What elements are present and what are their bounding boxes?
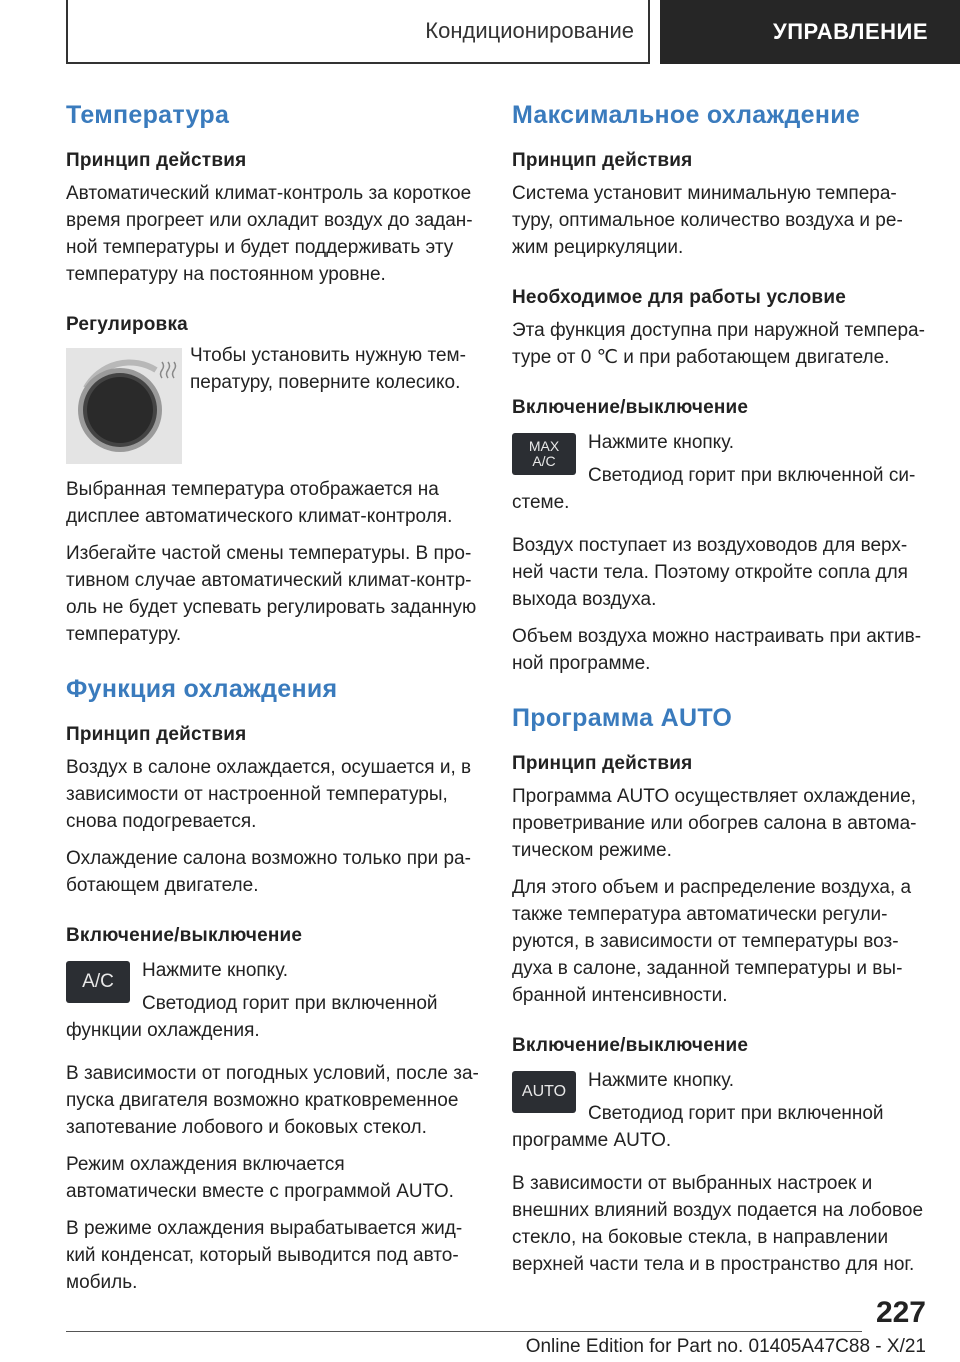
paragraph: Нажмите кнопку. xyxy=(588,432,735,453)
paragraph: Светодиод горит при включенной программе AUTO. xyxy=(512,1103,884,1151)
paragraph: Автоматический климат-контроль за короткое время прогреет или охладит воздух до заданной температуры и будет поддерживать эту температуру на постоянном уровне. xyxy=(66,183,473,285)
subheading-principle: Принцип действия xyxy=(512,753,693,774)
section-title: Кондиционирование xyxy=(425,18,634,43)
paragraph: Чтобы установить нужную температуру, поверните колесико. xyxy=(190,345,466,393)
edition-text: Online Edition for Part no. 01405A47C88 - X/21 xyxy=(525,1336,926,1357)
subheading-on-off: Включение/выключение xyxy=(512,1035,749,1056)
subheading-principle: Принцип действия xyxy=(512,150,693,171)
heading-auto-program: Программа AUTO xyxy=(512,704,733,732)
paragraph: Светодиод горит при включенной функции охлаждения. xyxy=(66,993,438,1041)
paragraph: Светодиод горит при включенной системе. xyxy=(512,465,916,513)
auto-button-image xyxy=(512,1071,576,1113)
max-ac-button-line1: MAX xyxy=(528,438,560,454)
chapter-title: УПРАВЛЕНИЕ xyxy=(773,19,928,44)
left-column xyxy=(66,98,480,1306)
ac-button-label: A/C xyxy=(82,971,114,992)
footer xyxy=(526,1336,926,1358)
heading-max-cooling: Максимальное охлаждение xyxy=(512,101,861,129)
header-section-title xyxy=(66,0,650,64)
paragraph: В режиме охлаждения вырабатывается жидкий конденсат, который выводится под автомобиль. xyxy=(66,1218,463,1293)
paragraph: Объем воздуха можно настраивать при активной программе. xyxy=(512,626,922,674)
subheading-on-off: Включение/выключение xyxy=(512,397,749,418)
knob-icon xyxy=(66,348,182,464)
footer-divider xyxy=(66,1331,862,1332)
max-ac-button-line2: A/C xyxy=(532,453,556,469)
paragraph: Программа AUTO осуществляет охлаждение, проветривание или обогрев салона в автоматическом режиме. xyxy=(512,786,917,861)
paragraph: Для этого объем и распределение воздуха, а также температура автоматически регулируются, в зависимости от температуры воздуха в салоне, заданной температуры и выбранной интенсивности. xyxy=(512,877,912,1006)
paragraph: Режим охлаждения включается автоматически вместе с программой AUTO. xyxy=(66,1154,454,1202)
paragraph: Охлаждение салона возможно только при работающем двигателе. xyxy=(66,848,471,896)
paragraph: Система установит минимальную температуру, оптимальное количество воздуха и режим рециркуляции. xyxy=(512,183,903,258)
paragraph: Воздух поступает из воздуховодов для верхней части тела. Поэтому откройте сопла для выхода воздуха. xyxy=(512,535,908,610)
heading-cooling-function: Функция охлаждения xyxy=(66,675,338,703)
paragraph: Эта функция доступна при наружной температуре от 0 ℃ и при работающем двигателе. xyxy=(512,320,925,368)
auto-button-label: AUTO xyxy=(521,1083,567,1100)
ac-button-image xyxy=(66,961,130,1003)
subheading-on-off: Включение/выключение xyxy=(66,925,303,946)
paragraph: Выбранная температура отображается на дисплее автоматического климат-контроля. xyxy=(66,479,453,527)
header-chapter-tab xyxy=(660,0,960,64)
right-column xyxy=(512,98,926,1288)
page-number: 227 xyxy=(875,1296,926,1329)
temperature-knob-image xyxy=(66,348,182,464)
subheading-condition: Необходимое для работы условие xyxy=(512,287,846,308)
paragraph: В зависимости от выбранных настроек и внешних влияний воздух подается на лобовое стекло, на боковые стекла, в направлении верхней части тела и в пространство для ног. xyxy=(512,1173,924,1275)
heading-temperature: Температура xyxy=(66,101,230,129)
paragraph: Нажмите кнопку. xyxy=(588,1070,735,1091)
subheading-principle: Принцип действия xyxy=(66,724,247,745)
paragraph: Нажмите кнопку. xyxy=(142,960,289,981)
subheading-adjustment: Регулировка xyxy=(66,314,188,335)
paragraph: В зависимости от погодных условий, после запуска двигателя возможно кратковременное запотевание лобового и боковых стекол. xyxy=(66,1063,479,1138)
paragraph: Избегайте частой смены температуры. В противном случае автоматический климат-контроль не будет успевать регулировать заданную температуру. xyxy=(66,543,477,645)
max-ac-button-image xyxy=(512,433,576,475)
paragraph: Воздух в салоне охлаждается, осушается и, в зависимости от настроенной температуры, снова подогревается. xyxy=(66,757,472,832)
subheading-principle: Принцип действия xyxy=(66,150,247,171)
